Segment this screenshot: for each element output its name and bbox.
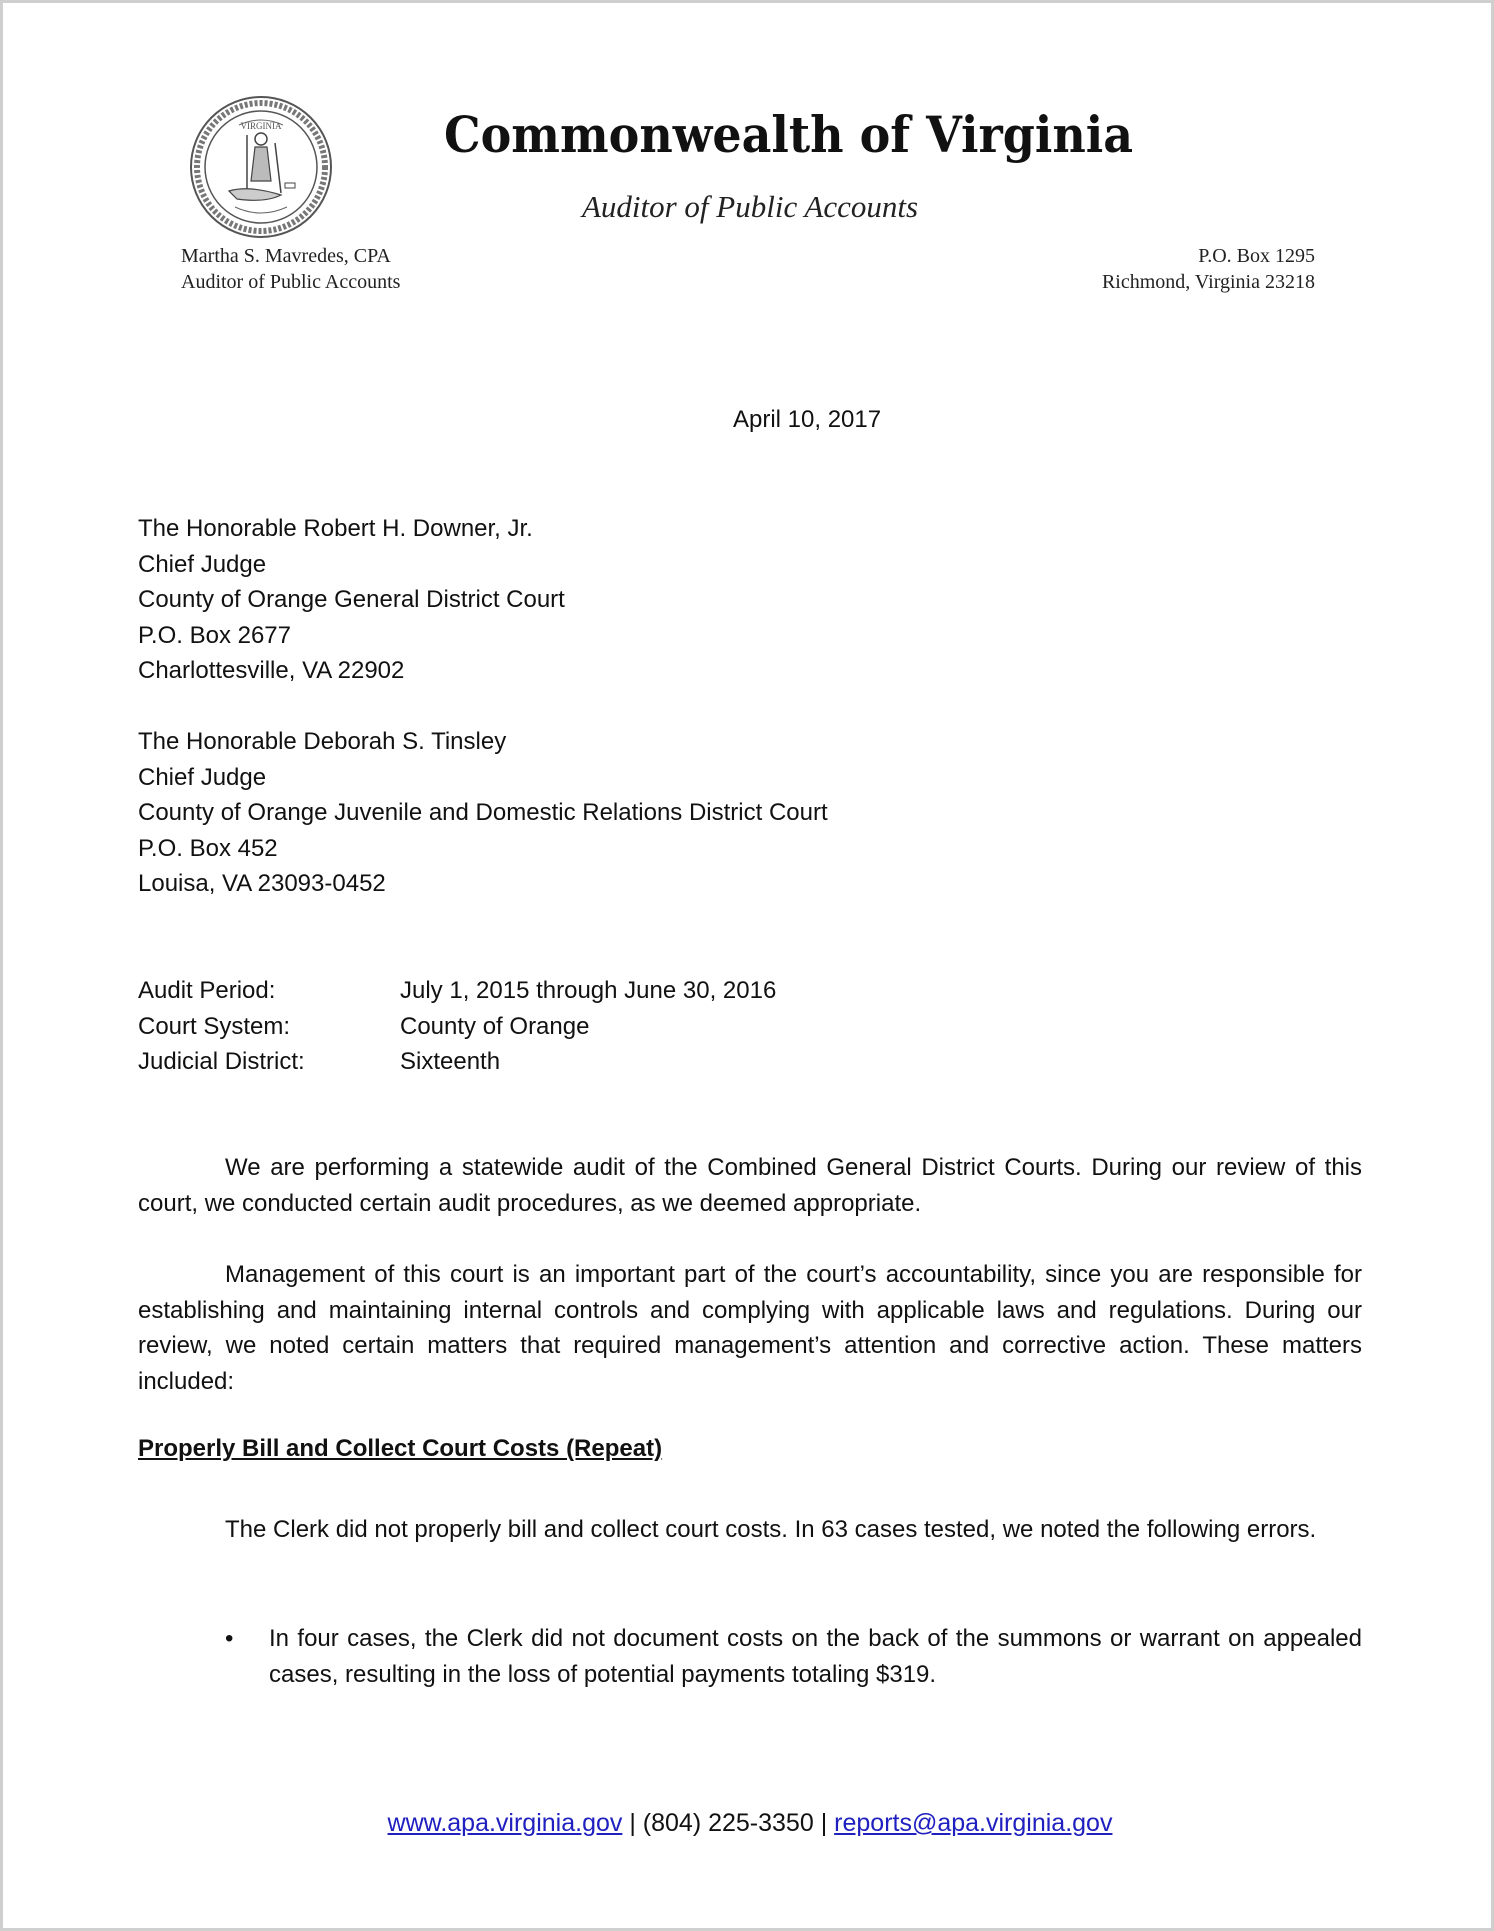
addressee-line: P.O. Box 2677 [138, 621, 291, 649]
auditor-role: Auditor of Public Accounts [181, 271, 401, 293]
audit-info-label: Audit Period: [138, 977, 276, 1004]
addressee-line: County of Orange General District Court [138, 586, 565, 614]
audit-info-block [138, 973, 776, 1080]
audit-info-label: Court System: [138, 1012, 291, 1040]
addressee-line: P.O. Box 452 [138, 834, 278, 862]
letter-date: April 10, 2017 [733, 406, 882, 433]
email-link[interactable]: reports@apa.virginia.gov [834, 1809, 1113, 1837]
office-address-line1: P.O. Box 1295 [1198, 245, 1315, 267]
paragraph-text: Management of this court is an important part of the court’s accountability, since you are responsible for establishing and maintaining internal controls and complying with applicable laws and regulations. During our review, we noted certain matters that required management’s attention and corrective action. These matters included: [138, 1261, 1362, 1395]
auditor-info [181, 243, 400, 295]
addressee-line: Charlottesville, VA 22902 [138, 657, 405, 685]
footer-separator: | [629, 1809, 636, 1837]
finding-bullet: In four cases, the Clerk did not document costs on the back of the summons or warrant on appealed cases, resulting in the loss of potential payments totaling $319. [269, 1625, 1362, 1688]
finding-intro-text: The Clerk did not properly bill and collect court costs. In 63 cases tested, we noted the following errors. [225, 1516, 1317, 1543]
audit-info-row [138, 973, 776, 1009]
audit-info-row [138, 1044, 776, 1080]
paragraph-1 [138, 1150, 1362, 1221]
letterhead-title: Commonwealth of Virginia [444, 105, 1134, 164]
addressee-line: Chief Judge [138, 550, 267, 578]
addressee-line: County of Orange Juvenile and Domestic Relations District Court [138, 799, 828, 827]
letterhead-subtitle: Auditor of Public Accounts [581, 189, 919, 224]
website-link[interactable]: www.apa.virginia.gov [387, 1809, 623, 1837]
finding-heading: Properly Bill and Collect Court Costs (Repeat) [138, 1435, 663, 1462]
audit-info-value: Sixteenth [400, 1048, 501, 1076]
office-address-line2: Richmond, Virginia 23218 [1101, 271, 1315, 293]
paragraph-text: We are performing a statewide audit of the Combined General District Courts. During our review of this court, we conducted certain audit procedures, as we deemed appropriate. [138, 1154, 1362, 1217]
paragraph-2 [138, 1257, 1362, 1399]
footer [3, 1809, 1494, 1838]
footer-phone: (804) 225-3350 [642, 1809, 814, 1837]
audit-info-row [138, 1009, 776, 1045]
bullet-icon: • [225, 1625, 234, 1652]
audit-info-value: County of Orange [400, 1012, 590, 1040]
addressee-line: The Honorable Deborah S. Tinsley [138, 728, 507, 755]
audit-info-value: July 1, 2015 through June 30, 2016 [400, 977, 777, 1004]
audit-info-label: Judicial District: [138, 1048, 305, 1076]
addressee-line: Louisa, VA 23093-0452 [138, 870, 386, 898]
office-address [1102, 243, 1315, 295]
addressee-line: Chief Judge [138, 763, 267, 791]
finding-intro [138, 1512, 1362, 1548]
addressee-block-1 [138, 511, 565, 689]
auditor-name: Martha S. Mavredes, CPA [181, 245, 391, 267]
footer-separator: | [820, 1809, 828, 1837]
addressee-block-2 [138, 724, 828, 902]
svg-text:VIRGINIA: VIRGINIA [240, 121, 282, 131]
addressee-line: The Honorable Robert H. Downer, Jr. [138, 515, 533, 542]
virginia-state-seal-icon [189, 95, 333, 239]
